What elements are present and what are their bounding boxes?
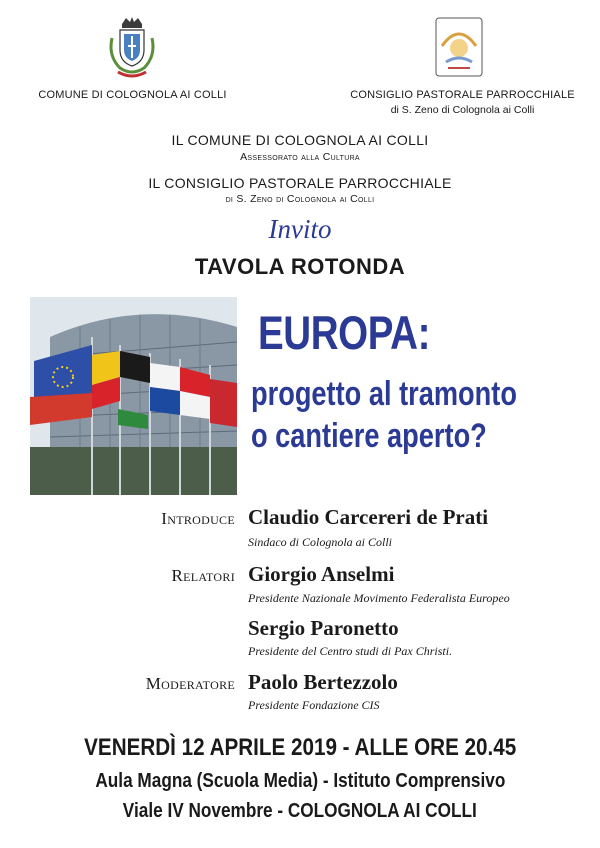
speaker-name-anselmi: Giorgio Anselmi — [248, 562, 395, 586]
venue-line-1 — [0, 770, 600, 793]
speaker-desc-anselmi: Presidente Nazionale Movimento Federalista Europeo — [248, 591, 510, 605]
event-date-time — [0, 734, 600, 762]
venue-line-2 — [0, 800, 600, 823]
event-date-time-text: VENERDÌ 12 APRILE 2019 - ALLE ORE 20.45 — [83, 734, 517, 761]
left-org-name: COMUNE DI COLOGNOLA AI COLLI — [38, 89, 227, 101]
venue-line-1-text: Aula Magna (Scuola Media) - Istituto Comprensivo — [95, 770, 505, 792]
speaker-desc-paronetto: Presidente del Centro studi di Pax Christi. — [248, 644, 453, 658]
venue-line-2-text: Viale IV Novembre - COLOGNOLA AI COLLI — [123, 800, 477, 822]
speaker-desc-bertezzolo: Presidente Fondazione CIS — [248, 698, 380, 712]
right-org-subtitle: di S. Zeno di Colognola ai Colli — [390, 104, 535, 116]
speaker-name-carcereri: Claudio Carcereri de Prati — [248, 505, 489, 529]
event-type-heading: TAVOLA ROTONDA — [194, 254, 406, 279]
right-org-name: CONSIGLIO PASTORALE PARROCCHIALE — [350, 89, 575, 101]
intro-line-assessorato: Assessorato alla Cultura — [240, 151, 360, 163]
intro-line-consiglio: IL CONSIGLIO PASTORALE PARROCCHIALE — [148, 175, 452, 191]
title-line-3: o cantiere aperto? — [251, 417, 487, 455]
speaker-desc-carcereri: Sindaco di Colognola ai Colli — [248, 535, 393, 549]
european-parliament-flags-photo — [30, 297, 237, 495]
speaker-role-relatori: Relatori — [171, 566, 235, 585]
speaker-role-introduce: Introduce — [161, 509, 235, 528]
intro-line-parrocchia: di S. Zeno di Colognola ai Colli — [225, 193, 375, 205]
intro-line-comune: IL COMUNE DI COLOGNOLA AI COLLI — [171, 132, 429, 148]
title-line-2: progetto al tramonto — [251, 375, 517, 413]
invito-heading: Invito — [268, 214, 332, 244]
title-europa: EUROPA: — [258, 306, 430, 359]
speaker-name-bertezzolo: Paolo Bertezzolo — [248, 670, 398, 694]
comune-coat-of-arms-logo — [104, 16, 160, 82]
speaker-role-moderatore: Moderatore — [145, 674, 235, 693]
speaker-name-paronetto: Sergio Paronetto — [248, 616, 399, 640]
consiglio-pastorale-logo — [422, 16, 494, 84]
